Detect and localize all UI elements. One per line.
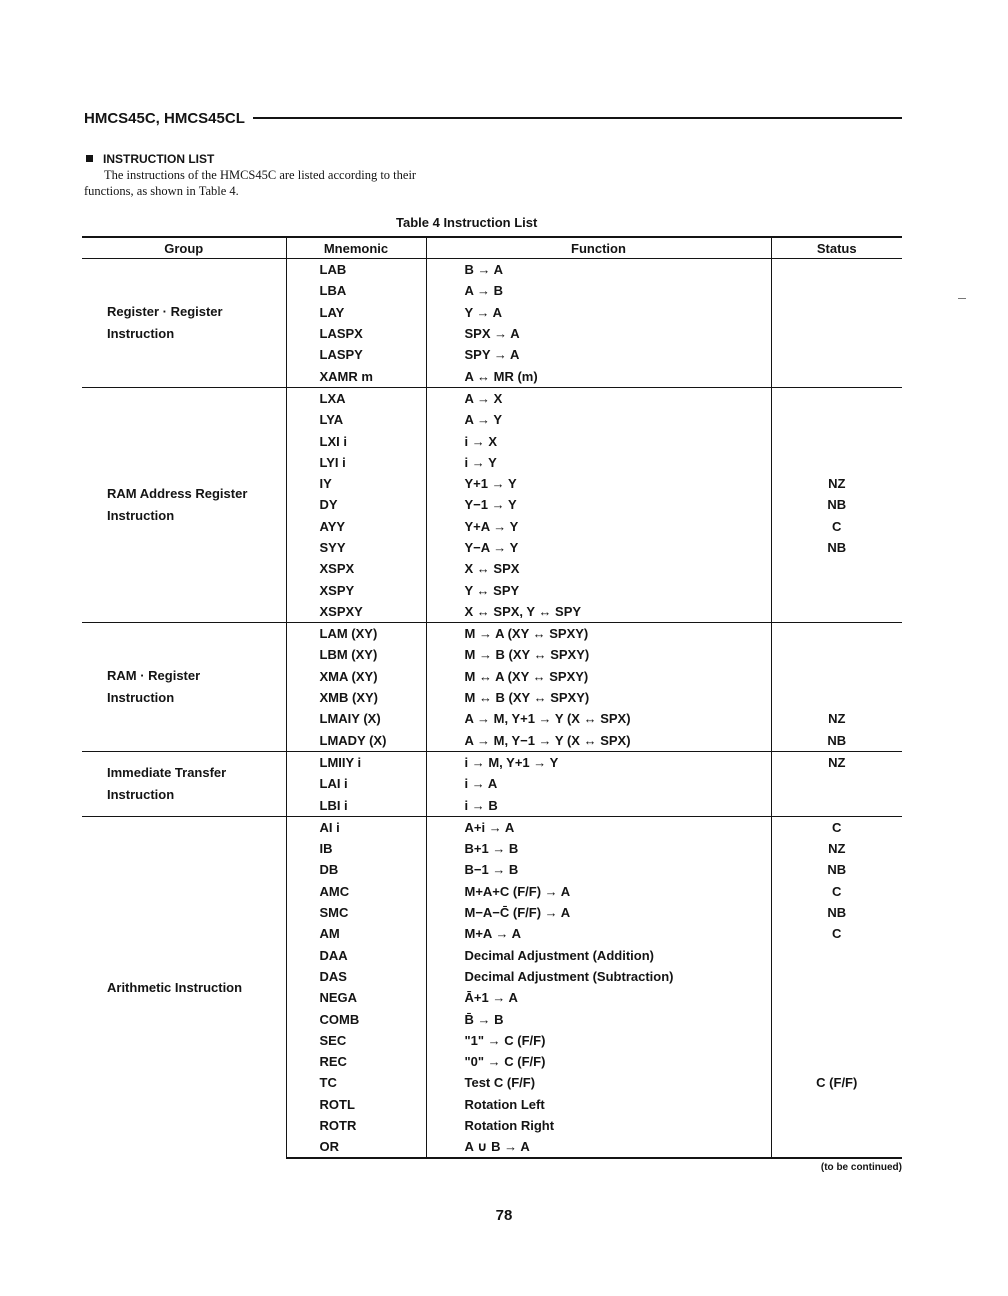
function-cell: Y+A → Y [426,516,771,537]
status-cell [771,430,902,451]
group-label [82,259,286,388]
mnemonic-cell: LXA [286,387,426,409]
status-cell: NZ [771,838,902,859]
mnemonic-cell: XMA (XY) [286,666,426,687]
function-cell: X ↔ SPX, Y ↔ SPY [426,601,771,623]
mnemonic-cell: DB [286,859,426,880]
table-row [82,387,902,409]
function-cell: i → Y [426,452,771,473]
status-cell: NB [771,859,902,880]
mnemonic-cell: SMC [286,902,426,923]
group-label [82,387,286,622]
mnemonic-cell: AI i [286,816,426,838]
status-cell [771,1115,902,1136]
function-cell: A ↔ MR (m) [426,365,771,387]
status-cell: NZ [771,473,902,494]
mnemonic-cell: LAB [286,259,426,281]
column-header-mnemonic: Mnemonic [286,237,426,259]
group-label-line: RAM Address Register [107,485,248,501]
group-label-line: Instruction [107,507,175,523]
status-cell: NB [771,494,902,515]
group-label [82,623,286,752]
status-cell: NZ [771,708,902,729]
mnemonic-cell: NEGA [286,987,426,1008]
group-label-line: Instruction [107,689,175,705]
mnemonic-cell: LBM (XY) [286,644,426,665]
table-row [82,816,902,838]
function-cell: Test C (F/F) [426,1072,771,1093]
function-cell: A → X [426,387,771,409]
status-cell [771,945,902,966]
mnemonic-cell: OR [286,1136,426,1158]
mnemonic-cell: LAM (XY) [286,623,426,645]
mnemonic-cell: LAI i [286,773,426,794]
status-cell [771,344,902,365]
mnemonic-cell: AYY [286,516,426,537]
group-label-line: Arithmetic Instruction [107,979,243,995]
mnemonic-cell: COMB [286,1008,426,1029]
status-cell [771,773,902,794]
status-cell: C [771,923,902,944]
mnemonic-cell: LMIIY i [286,751,426,773]
status-cell [771,579,902,600]
table-header-row [82,237,902,259]
mnemonic-cell: LMAIY (X) [286,708,426,729]
status-cell [771,644,902,665]
function-cell: i → M, Y+1 → Y [426,751,771,773]
table-caption: Table 4 Instruction List [396,215,538,230]
square-bullet-icon [86,155,93,162]
mnemonic-cell: XSPX [286,558,426,579]
mnemonic-cell: AM [286,923,426,944]
function-cell: SPX → A [426,323,771,344]
mnemonic-cell: DAS [286,966,426,987]
status-cell [771,1136,902,1158]
function-cell: "1" → C (F/F) [426,1030,771,1051]
group-label [82,816,286,1158]
table-row [82,623,902,645]
column-header-group: Group [82,237,286,259]
group-label [82,751,286,816]
group-label-line: Instruction [107,786,175,802]
function-cell: A → M, Y+1 → Y (X ↔ SPX) [426,708,771,729]
function-cell: M−A−C̄ (F/F) → A [426,902,771,923]
status-cell [771,452,902,473]
mnemonic-cell: IB [286,838,426,859]
status-cell: NB [771,902,902,923]
mnemonic-cell: LASPX [286,323,426,344]
mnemonic-cell: SEC [286,1030,426,1051]
status-cell: C [771,816,902,838]
mnemonic-cell: XMB (XY) [286,687,426,708]
status-cell [771,323,902,344]
function-cell: Rotation Right [426,1115,771,1136]
function-cell: SPY → A [426,344,771,365]
mnemonic-cell: IY [286,473,426,494]
function-cell: B+1 → B [426,838,771,859]
function-cell: i → B [426,794,771,816]
mnemonic-cell: XAMR m [286,365,426,387]
status-cell [771,365,902,387]
status-cell [771,280,902,301]
function-cell: Rotation Left [426,1094,771,1115]
function-cell: Y−A → Y [426,537,771,558]
column-header-status: Status [771,237,902,259]
mnemonic-cell: LAY [286,302,426,323]
function-cell: B → A [426,259,771,281]
function-cell: A → M, Y−1 → Y (X ↔ SPX) [426,730,771,752]
function-cell: A → Y [426,409,771,430]
status-cell: C [771,881,902,902]
function-cell: M ↔ A (XY ↔ SPXY) [426,666,771,687]
status-cell: NZ [771,751,902,773]
status-cell [771,259,902,281]
header-rule [253,117,902,119]
status-cell: NB [771,537,902,558]
mnemonic-cell: XSPXY [286,601,426,623]
mnemonic-cell: LASPY [286,344,426,365]
function-cell: Decimal Adjustment (Subtraction) [426,966,771,987]
function-cell: B̄ → B [426,1008,771,1029]
page-number: 78 [495,1207,513,1224]
status-cell: C [771,516,902,537]
section-title: INSTRUCTION LIST [103,152,215,166]
margin-mark [958,298,966,299]
mnemonic-cell: TC [286,1072,426,1093]
function-cell: Y+1 → Y [426,473,771,494]
status-cell [771,623,902,645]
function-cell: X ↔ SPX [426,558,771,579]
group-label-line: RAM · Register [107,667,201,683]
mnemonic-cell: LYA [286,409,426,430]
intro-line: The instructions of the HMCS45C are listed according to their [104,168,417,182]
document-title: HMCS45C, HMCS45CL [84,109,245,127]
function-cell: M → A (XY ↔ SPXY) [426,623,771,645]
mnemonic-cell: DAA [286,945,426,966]
function-cell: Y−1 → Y [426,494,771,515]
status-cell [771,687,902,708]
mnemonic-cell: DY [286,494,426,515]
function-cell: i → A [426,773,771,794]
status-cell [771,966,902,987]
mnemonic-cell: SYY [286,537,426,558]
function-cell: M ↔ B (XY ↔ SPXY) [426,687,771,708]
status-cell [771,794,902,816]
status-cell [771,1094,902,1115]
function-cell: Y → A [426,302,771,323]
mnemonic-cell: LMADY (X) [286,730,426,752]
mnemonic-cell: XSPY [286,579,426,600]
intro-paragraph [84,167,504,199]
status-cell [771,387,902,409]
group-label-line: Register · Register [107,303,223,319]
function-cell: Y ↔ SPY [426,579,771,600]
status-cell: C (F/F) [771,1072,902,1093]
status-cell [771,302,902,323]
mnemonic-cell: LYI i [286,452,426,473]
function-cell: M → B (XY ↔ SPXY) [426,644,771,665]
function-cell: M+A → A [426,923,771,944]
group-label-line: Immediate Transfer [107,764,227,780]
function-cell: A+i → A [426,816,771,838]
page-header [84,108,902,128]
function-cell: i → X [426,430,771,451]
status-cell [771,666,902,687]
intro-line: functions, as shown in Table 4. [84,184,239,198]
continued-note: (to be continued) [820,1162,902,1173]
mnemonic-cell: LXI i [286,430,426,451]
status-cell [771,987,902,1008]
mnemonic-cell: ROTL [286,1094,426,1115]
table-row [82,259,902,281]
function-cell: A ∪ B → A [426,1136,771,1158]
function-cell: B−1 → B [426,859,771,880]
function-cell: "0" → C (F/F) [426,1051,771,1072]
status-cell [771,601,902,623]
function-cell: M+A+C (F/F) → A [426,881,771,902]
instruction-table [82,236,902,1159]
function-cell: Ā+1 → A [426,987,771,1008]
mnemonic-cell: LBA [286,280,426,301]
status-cell [771,1008,902,1029]
mnemonic-cell: REC [286,1051,426,1072]
column-header-function: Function [426,237,771,259]
table-row [82,751,902,773]
status-cell [771,558,902,579]
mnemonic-cell: LBI i [286,794,426,816]
status-cell: NB [771,730,902,752]
group-label-line: Instruction [107,325,175,341]
function-cell: A → B [426,280,771,301]
mnemonic-cell: ROTR [286,1115,426,1136]
function-cell: Decimal Adjustment (Addition) [426,945,771,966]
status-cell [771,1051,902,1072]
status-cell [771,409,902,430]
mnemonic-cell: AMC [286,881,426,902]
section-heading [86,152,214,166]
status-cell [771,1030,902,1051]
